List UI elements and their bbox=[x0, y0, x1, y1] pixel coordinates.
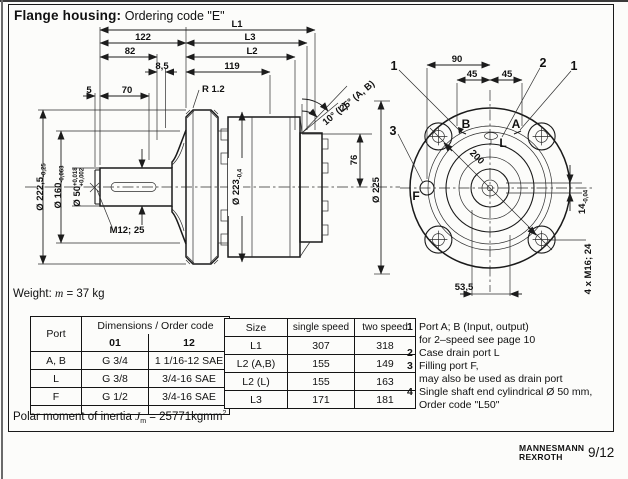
note-4 bbox=[407, 386, 615, 412]
dim-119: 119 bbox=[224, 61, 240, 72]
dim-535: 53,5 bbox=[454, 282, 474, 293]
side-view bbox=[25, 20, 400, 274]
logo-line1: MANNESMANN bbox=[519, 443, 585, 453]
mannesmann-rexroth-logo bbox=[519, 444, 584, 461]
port-label-b: B bbox=[461, 117, 471, 131]
front-extension-lines bbox=[427, 68, 586, 296]
table-row bbox=[31, 370, 230, 388]
page-title-rest: Ordering code "E" bbox=[121, 9, 225, 23]
port-table-header-dims: Dimensions / Order code bbox=[82, 317, 230, 335]
weight-text: Weight: m = 37 kg bbox=[13, 288, 105, 300]
dim01-cell: G 1/2 bbox=[82, 388, 149, 406]
port-cell: L bbox=[31, 370, 82, 388]
two-cell: 181 bbox=[355, 391, 416, 409]
table-header-row bbox=[225, 319, 416, 337]
single-speed-header: single speed bbox=[288, 319, 355, 337]
page-number: 9/12 bbox=[588, 445, 615, 460]
dim-5: 5 bbox=[86, 85, 92, 96]
single-cell: 155 bbox=[288, 355, 355, 373]
single-cell: 155 bbox=[288, 373, 355, 391]
inertia-text: Polar moment of inertia $J_m$ = 25771kgmm$^2$ bbox=[13, 410, 227, 426]
table-row bbox=[225, 373, 416, 391]
callout-2: 2 bbox=[539, 56, 547, 70]
dim-dia225: Ø 225 bbox=[371, 177, 382, 203]
dim-85: 8,5 bbox=[155, 61, 169, 72]
note-2 bbox=[407, 347, 615, 360]
table-row bbox=[225, 355, 416, 373]
port-table-header-01: 01 bbox=[82, 334, 149, 352]
port-label-l: L bbox=[499, 136, 507, 150]
callout-3: 3 bbox=[389, 124, 397, 138]
note-number: 2 bbox=[407, 347, 413, 359]
two-cell: 163 bbox=[355, 373, 416, 391]
dim-dia50: Ø $50^{+0,018}+0,002$ bbox=[72, 167, 86, 207]
dim-122: 122 bbox=[135, 32, 151, 43]
dim-L3: L3 bbox=[244, 32, 256, 43]
dim01-cell: G 3/4 bbox=[82, 352, 149, 370]
dim-m12: M12; 25 bbox=[109, 225, 145, 236]
port-table-header-12: 12 bbox=[149, 334, 230, 352]
dim-dia223: Ø $223_{-0,4}$ bbox=[231, 168, 244, 206]
dim-dia160: Ø $160_{-0,063}$ bbox=[53, 165, 66, 209]
valve-body bbox=[300, 133, 322, 242]
note-line: Case drain port L bbox=[419, 347, 500, 359]
notes-list bbox=[407, 321, 615, 412]
dim-14: $14_{-0,04}$ bbox=[577, 189, 590, 215]
port-table-header-port: Port bbox=[31, 317, 82, 352]
size-cell: L1 bbox=[225, 337, 288, 355]
port-label-f: F bbox=[412, 189, 420, 203]
callout-1-left: 1 bbox=[390, 59, 398, 73]
table-row bbox=[31, 388, 230, 406]
note-line: Port A; B (Input, output) bbox=[419, 321, 529, 333]
dim-90: 90 bbox=[451, 54, 463, 65]
note-line: Filling port F, bbox=[419, 360, 479, 372]
dim-L2: L2 bbox=[246, 46, 258, 57]
port-l-slot bbox=[485, 133, 498, 140]
table-row bbox=[225, 391, 416, 409]
single-cell: 307 bbox=[288, 337, 355, 355]
dim01-cell: G 3/8 bbox=[82, 370, 149, 388]
dim-82: 82 bbox=[124, 46, 136, 57]
table-row bbox=[225, 337, 416, 355]
dim-angle-10: 10° (L) bbox=[320, 100, 351, 128]
scan-edge-top bbox=[0, 0, 628, 2]
scan-edge-left bbox=[1, 0, 3, 479]
note-number: 1 bbox=[407, 321, 413, 333]
logo-line2: REXROTH bbox=[519, 451, 563, 462]
two-cell: 149 bbox=[355, 355, 416, 373]
note-1 bbox=[407, 321, 615, 347]
callout-1-right: 1 bbox=[570, 59, 578, 73]
dim-m16: 4 x M16; 24 bbox=[583, 243, 594, 295]
dim12-cell: 1 1/16-12 SAE bbox=[149, 352, 230, 370]
callout-leaders bbox=[398, 68, 571, 183]
port-label-a: A bbox=[511, 117, 521, 131]
note-line: may also be used as drain port bbox=[419, 373, 563, 385]
dim12-cell: 3/4-16 SAE bbox=[149, 388, 230, 406]
port-table bbox=[30, 316, 230, 415]
front-view bbox=[390, 54, 594, 296]
port-cell: A, B bbox=[31, 352, 82, 370]
dim-200-arrow1 bbox=[444, 143, 452, 151]
dim-70: 70 bbox=[121, 85, 133, 96]
dim-45b: 45 bbox=[501, 69, 513, 80]
size-cell: L3 bbox=[225, 391, 288, 409]
dim-45a: 45 bbox=[466, 69, 478, 80]
dim12-cell: 3/4-16 SAE bbox=[149, 370, 230, 388]
dim-R12: R 1.2 bbox=[202, 84, 225, 95]
technical-drawing bbox=[10, 20, 618, 305]
dim-200: 200 bbox=[467, 147, 487, 167]
note-number: 3 bbox=[407, 360, 413, 372]
size-header: Size bbox=[225, 319, 288, 337]
leader-m12 bbox=[97, 190, 112, 227]
table-row bbox=[31, 352, 230, 370]
note-line: Single shaft end cylindrical Ø 50 mm, bbox=[419, 386, 593, 398]
dim-L1: L1 bbox=[231, 20, 243, 30]
dim-dia2225: Ø $222,5_{-0,25}$ bbox=[35, 163, 48, 211]
dim-76: 76 bbox=[349, 154, 360, 166]
two-speed-header: two speed bbox=[355, 319, 416, 337]
note-line: for 2–speed see page 10 bbox=[419, 334, 536, 346]
dim-angle-25: 25° (A, B) bbox=[337, 78, 378, 115]
single-cell: 171 bbox=[288, 391, 355, 409]
two-cell: 318 bbox=[355, 337, 416, 355]
size-cell: L2 (A,B) bbox=[225, 355, 288, 373]
note-line: Order code "L50" bbox=[419, 399, 500, 411]
size-cell: L2 (L) bbox=[225, 373, 288, 391]
size-table bbox=[224, 318, 416, 409]
side-extension-lines bbox=[38, 27, 390, 274]
page-title-bold: Flange housing: bbox=[14, 8, 122, 23]
note-3 bbox=[407, 360, 615, 386]
port-cell: F bbox=[31, 388, 82, 406]
note-number: 4 bbox=[407, 386, 413, 398]
leader-r12 bbox=[193, 90, 199, 108]
